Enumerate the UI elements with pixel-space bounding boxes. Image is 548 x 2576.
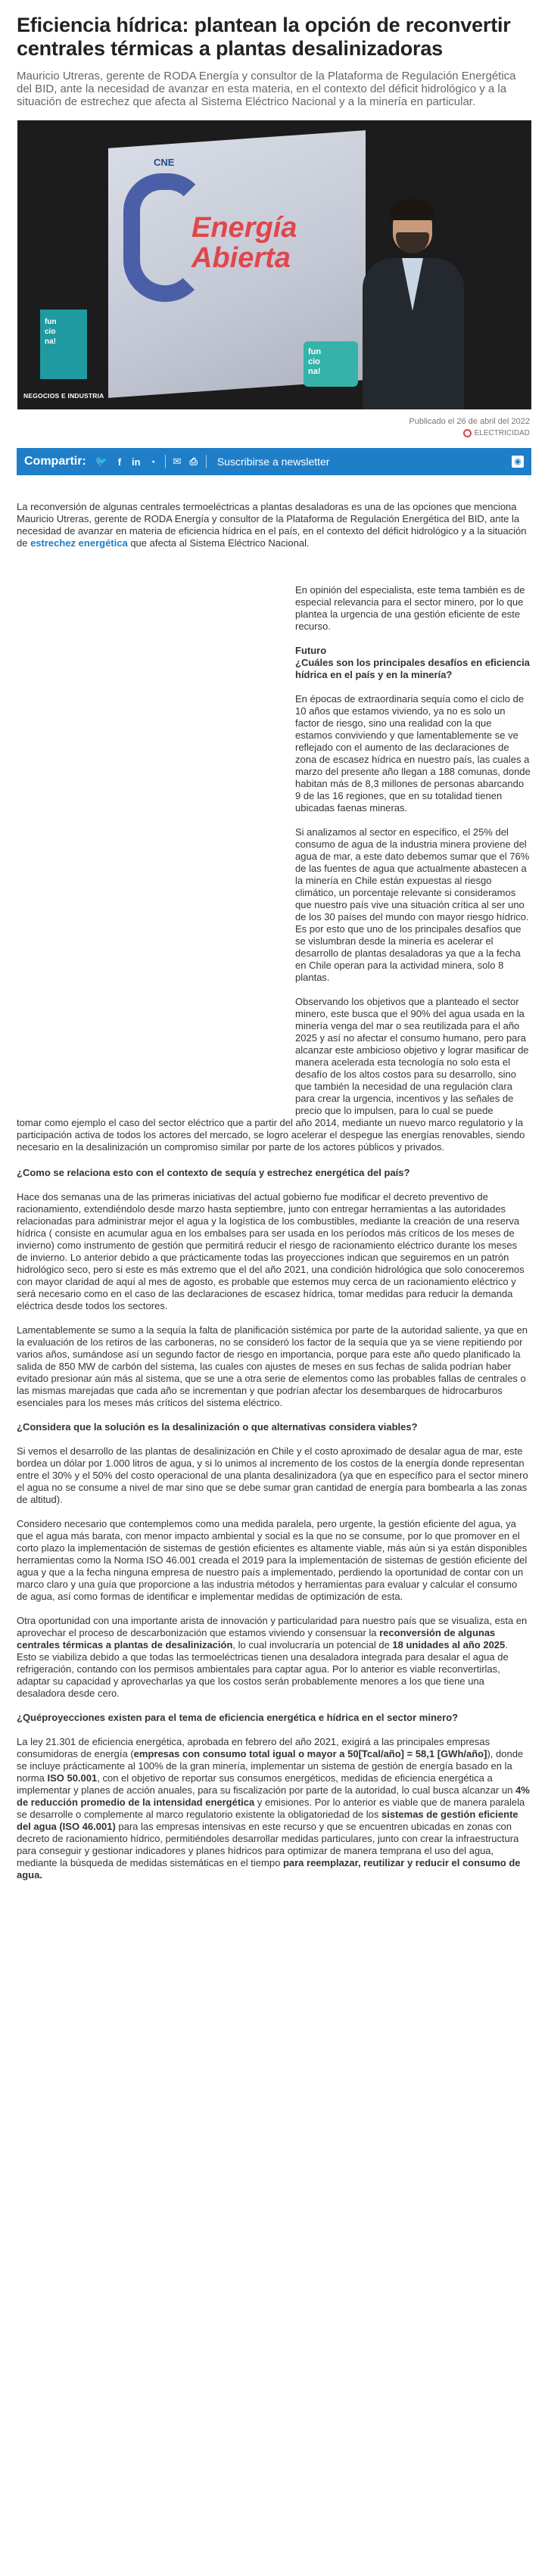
publish-date: Publicado el 26 de abril del 2022 <box>409 417 530 426</box>
estrechez-energetica-link[interactable]: estrechez energética <box>30 537 128 549</box>
question-heading: ¿Quéproyecciones existen para el tema de eficiencia energética e hídrica en el sector minero? <box>17 1712 459 1723</box>
speaker-figure <box>357 196 470 409</box>
divider <box>165 455 166 468</box>
twitter-icon[interactable]: 🐦 <box>95 456 107 467</box>
email-icon[interactable]: ✉ <box>173 456 182 467</box>
hero-image <box>17 120 531 409</box>
body-paragraph: Otra oportunidad con una importante arista de innovación y particularidad para nuestro país que se visualiza, esta en aprovechar el proceso de descarbonización que estamos viviendo y consensuar la reconversión de algunas centrales térmicas a plantas de desalinización, lo cual involucraría un potencial de 18 unidades al año 2025. Esto se viabiliza debido a que todas las termoeléctricas tienen una desaladora integrada para desalar el agua de refrigeración, contando con los permisos ambientales para captar agua. Por lo anterior es viable reconvertirlas, adaptar su capacidad y aprovecharlas ya que los costos serán probablemente menores a los que tiene una desaladora desde cero. <box>17 1615 528 1699</box>
share-label: Compartir: <box>24 455 86 468</box>
subscribe-newsletter-link[interactable]: Suscribirse a newsletter <box>216 456 330 468</box>
intro-paragraph: La reconversión de algunas centrales termoeléctricas a plantas desaladoras es una de las opciones que menciona Mauricio Utreras, gerente de RODA Energía y consultor de la Plataforma de Regulación Energética del BID, ante la necesidad de avanzar en materia de eficiencia hídrica en el país, en el contexto del déficit hidrológico y a la situación de estrechez energética que afecta al Sistema Eléctrico Nacional. <box>17 501 527 549</box>
body-paragraph: La ley 21.301 de eficiencia energética, aprobada en febrero del año 2021, exigirá a las principales empresas consumidoras de energía (empresas con consumo total igual o mayor a 50[Tcal/año] = 58,1 [GWh/año]), donde se incluye prácticamente al 100% de la gran minería, implementar un sistema de gestión de energía basado en la norma ISO 50.001, con el objetivo de reportar sus consumos energéticos, medidas de eficiencia energética a implementar y planes de acción anuales, para su fiscalización por parte de la autoridad, lo cual busca alcanzar un 4% de reducción promedio de la intensidad energética y emisiones. Por lo anterior es viable que de manera paralela se desarrolle o complemente al marco regulatorio existente la obligatoriedad de los sistemas de gestión eficiente del agua (ISO 46.001) para las empresas intensivas en este recurso y que se encuentren ubicadas en zonas con decreto de racionamiento hídrico, permitiéndoles desarrollar medidas particulares, junto con crear la infraestructura para conseguir y gestionar indicadores y planes hídricos para optimizar de manera temprana el uso del agua, mediante la búsqueda de medidas sistemáticas en el tiempo para reemplazar, reutilizar y reducir el consumo de agua. <box>17 1736 530 1881</box>
section-heading-futuro: Futuro <box>295 645 327 656</box>
share-bar <box>17 448 531 475</box>
linkedin-icon[interactable]: in <box>131 456 141 468</box>
location-pin-icon <box>463 429 472 437</box>
question-heading: ¿Considera que la solución es la desalinización o que alternativas considera viables? <box>17 1421 418 1433</box>
column-paragraph: En épocas de extraordinaria sequía como el ciclo de 10 años que estamos viviendo, ya no es solo un factor de riesgo, sino una realidad con la que estamos conviviendo y que lamentablemente se ve reflejado con el aumento de las declaraciones de zona de escasez hídrica en nuestro país, las cuales a marzo del presente año llegan a 188 comunas, donde habitan más de 8,3 millones de personas abarcando 9 de las 16 regiones, que en su totalidad tienen ubicadas faenas mineras. <box>295 693 531 814</box>
body-paragraph: Considero necesario que contemplemos como una medida paralela, pero urgente, la gestión eficiente del agua, ya que el agua más barata, con menor impacto ambiental y social es la que no se consume, por lo que promover en el corto plazo la implementación de sistemas de gestión eficientes es altamente viable, más aún si ya están disponibles herramientas como la Norma ISO 46.001 creada el 2019 para la implementación de sistemas de gestión eficiente del agua y que a la fecha ninguna empresa de nuestro país a implementado, perdiendo la oportunidad de contar con un marco claro y una guía que proporcione a las industria métodos y herramientas para evaluar y calcular el consumo de agua, así como formas de identificar e implementar medidas de optimización de esta. <box>17 1518 528 1602</box>
article-lead: Mauricio Utreras, gerente de RODA Energía y consultor de la Plataforma de Regulación Energética del BID, ante la necesidad de avanzar en esta materia, en el contexto del déficit hidrológico y a la situación de estrechez que afecta al Sistema Eléctrico Nacional y a la minería en particular. <box>17 70 516 108</box>
article-title: Eficiencia hídrica: plantean la opción de reconvertir centrales térmicas a plantas desalinizadoras <box>17 14 511 60</box>
column-paragraph: Observando los objetivos que a planteado el sector minero, este busca que el 90% del agua usada en la minería venga del mar o sea reutilizada para el año 2025 y así no afectar el consumo humano, pero para alcanzar este ambicioso objetivo y lograr masificar de manera acelerada esta tecnología no solo esta el desafío de los altos costos para su desarrollo, sino que también la necesidad de una regulación clara para crear la urgencia, incentivos y las señales de precio que lo impulsen, para lo cual se puede <box>295 996 529 1116</box>
energia-abierta-logo: Energía Abierta <box>191 212 297 274</box>
divider <box>206 455 207 468</box>
column-paragraph: Si analizamos al sector en específico, el 25% del consumo de agua de la industria minera proviene del agua de mar, a este dato debemos sumar que el 76% de las fuentes de agua que actualmente abastecen a la minería en Chile están expuestas al riesgo climático, un porcentaje relevante si consideramos que nuestro país vive una situación crítica al ser uno de los 30 países del mundo con mayor riesgo hídrico. Es por esto que uno de los principales desafíos que se vislumbran desde la minería es acelerar el desarrollo de plantas desaladoras ya que a la fecha en Chile operan para la actividad minera, solo 8 plantas. <box>295 826 530 983</box>
continuation-paragraph: tomar como ejemplo el caso del sector eléctrico que a partir del año 2014, mediante un nuevo marco regulatorio y la participación activa de todos los actores del mercado, se logro acelerar el despegue las energías renovables, siendo necesario en la desalinización un compromiso similar por parte de los actores públicos y privados. <box>17 1117 525 1153</box>
body-paragraph: Hace dos semanas una de las primeras iniciativas del actual gobierno fue modificar el decreto preventivo de racionamiento, extendiéndolo desde marzo hasta septiembre, junto con entregar herramientas a las autoridades relacionadas para administrar mejor el agua y la logística de los combustibles, mediante la creación de una reserva hídrica ( consiste en acumular agua en los embalses para ser usada en los períodos más críticos de los meses de invierno) como instrumento de gestión que permitirá reducir el riesgo de racionamiento eléctrico durante los meses de invierno. Lo anterior debido a que prácticamente todas las proyecciones indican que seguiremos en un patrón hidrológico seco, pero si este es más extremo que el del año 2021, una condición hidrológica que solo conoceremos con mayor claridad de aquí al mes de agosto, es probable que estemos muy cerca de un racionamiento eléctrico y será necesario como en el caso de las declaraciones de escasez hídrica, tomar medidas para reducir la demanda eléctrica desde todos los sectores. <box>17 1191 525 1311</box>
body-paragraph: Si vemos el desarrollo de las plantas de desalinización en Chile y el costo aproximado de desalar agua de mar, este bordea un dólar por 1.000 litros de agua, y si lo unimos al incremento de los costos de la energía donde representan entre el 30% y el 50% del costo operacional de una planta desalinizadora (ya que en específico para el sector minero el agua no se consume a nivel de mar sino que se debe sumar gran cantidad de energía para bombearla a las zonas de altitud). <box>17 1445 528 1505</box>
section-tag[interactable]: ELECTRICIDAD <box>0 426 548 437</box>
whatsapp-icon[interactable]: ◔ <box>149 456 156 468</box>
cne-logo: CNE <box>154 157 175 168</box>
body-paragraph: Lamentablemente se sumo a la sequía la falta de planificación sistémica por parte de la autoridad saliente, ya que en la evaluación de los retiros de las carboneras, no se consideró los factor de la sequía que ya se viene repitiendo por varios años, sumándose así un segundo factor de riesgo en importancia, porque para este año quedo planificado la salida de 850 MW de carbón del sistema, las cuales con ajustes de meses en sus fechas de salida podrían haber evitado presionar aún más al sistema, que se une a otra serie de elementos como las probables fallas de centrales o las mismas marejadas que cada año se incrementan y que podrían afectar los desembarques de hidrocarburos esenciales para los meses más críticos del sistema eléctrico. <box>17 1324 528 1408</box>
image-category-label: NEGOCIOS E INDUSTRIA <box>23 392 104 400</box>
column-paragraph: En opinión del especialista, este tema también es de especial relevancia para el sector minero, por lo que plantea la urgencia de una gestión eficiente de este recurso. <box>295 584 525 632</box>
facebook-icon[interactable]: f <box>117 456 122 468</box>
funciona-banner: fun cio na! <box>40 310 87 379</box>
right-column <box>295 584 531 1117</box>
print-icon[interactable]: ⎙ <box>189 456 198 467</box>
question-heading: ¿Como se relaciona esto con el contexto de sequía y estrechez energética del país? <box>17 1167 410 1178</box>
rss-icon[interactable]: ◉ <box>512 456 524 468</box>
funciona-sign: fun cio na! <box>304 341 358 387</box>
question-heading: ¿Cuáles son los principales desafíos en eficiencia hídrica en el país y en la minería? <box>295 657 530 680</box>
